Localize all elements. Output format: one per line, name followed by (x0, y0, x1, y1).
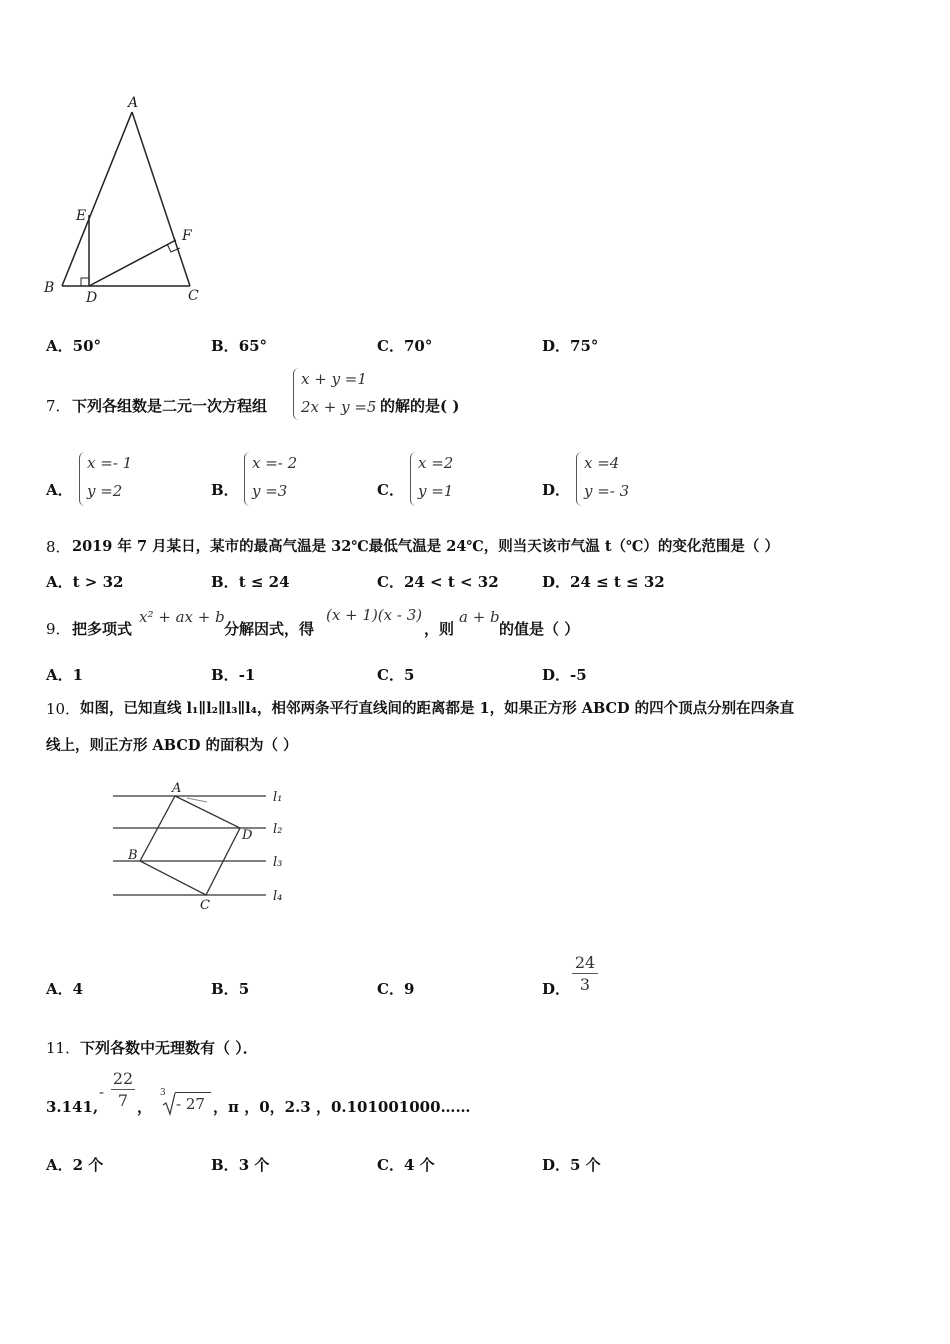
q10-option-a[interactable]: A．4 (46, 980, 84, 998)
label-f: F (182, 228, 192, 244)
q6-option-a[interactable]: A．50° (46, 337, 102, 355)
q10-stem-line1: 如图，已知直线 l₁∥l₂∥l₃∥l₄，相邻两条平行直线间的距离都是 1，如果正方形 ABCD 的四个顶点分别在四条直 (80, 700, 795, 717)
q7-option-a-letter[interactable]: A． (46, 481, 73, 499)
q11-fraction: 22 7 (112, 1069, 134, 1110)
q9-option-d[interactable]: D．-5 (542, 666, 587, 684)
q10-option-c[interactable]: C．9 (377, 980, 415, 998)
q8-option-c[interactable]: C．24 < t < 32 (377, 573, 499, 591)
label-d: D (86, 290, 98, 306)
q11-comma: ， (137, 1098, 153, 1116)
q9-stem-4: 的值是（ ） (499, 620, 580, 638)
q9-sum: a + b (459, 608, 500, 626)
q11-rest: ，π ，0，2.3 ，0.101001000…… (213, 1098, 471, 1116)
q10-stem-line2: 线上，则正方形 ABCD 的面积为（ ） (46, 737, 298, 754)
label-b: B (128, 848, 138, 863)
right-angle-mark-d (81, 278, 89, 286)
q10-option-d-letter[interactable]: D． (542, 980, 571, 998)
q7-number: 7． (46, 397, 71, 415)
q7-option-c-letter[interactable]: C． (377, 481, 404, 499)
q7-option-b-system[interactable]: x =- 2 y =3 (244, 452, 324, 506)
q7-equation-system: x + y =1 2x + y =5 (293, 368, 383, 420)
label-c: C (188, 288, 199, 304)
q7-option-d-system[interactable]: x =4 y =- 3 (576, 452, 656, 506)
q7-stem: 下列各组数是二元一次方程组 (72, 397, 268, 415)
radical-sign-icon (162, 1092, 176, 1116)
q9-option-a[interactable]: A．1 (46, 666, 84, 684)
label-a: A (172, 781, 182, 796)
label-a: A (128, 95, 139, 111)
q7-option-c-system[interactable]: x =2 y =1 (410, 452, 490, 506)
q11-option-b[interactable]: B．3 个 (211, 1156, 270, 1174)
q9-option-b[interactable]: B．-1 (211, 666, 256, 684)
label-b: B (44, 280, 55, 296)
q8-number: 8． (46, 538, 71, 556)
q9-stem-2: 分解因式，得 (224, 620, 315, 638)
parallel-lines-square-figure (108, 778, 298, 913)
segment-df (89, 240, 176, 286)
label-l1: l₁ (273, 790, 283, 805)
q11-option-a[interactable]: A．2 个 (46, 1156, 104, 1174)
q11-option-d[interactable]: D．5 个 (542, 1156, 601, 1174)
label-e: E (76, 208, 87, 224)
q7-stem-end: 的解的是( ) (380, 397, 460, 415)
q11-stem: 下列各数中无理数有（ ）． (80, 1039, 258, 1057)
q9-polynomial: x² + ax + b (139, 608, 225, 626)
q11-number-3141: 3.141, (46, 1098, 99, 1116)
q6-option-c[interactable]: C．70° (377, 337, 433, 355)
q7-option-d-letter[interactable]: D． (542, 481, 571, 499)
q6-option-d[interactable]: D．75° (542, 337, 599, 355)
label-l3: l₃ (273, 855, 283, 870)
side-ac (132, 112, 190, 286)
q11-number: 11． (46, 1039, 81, 1057)
q9-number: 9． (46, 620, 71, 638)
square-abcd (140, 796, 240, 895)
q9-factored: (x + 1)(x - 3) (326, 606, 423, 624)
q8-option-b[interactable]: B．t ≤ 24 (211, 573, 290, 591)
q8-option-d[interactable]: D．24 ≤ t ≤ 32 (542, 573, 665, 591)
q8-stem: 2019 年 7 月某日，某市的最高气温是 32℃最低气温是 24℃，则当天该市气温 t（℃）的变化范围是（ ） (72, 538, 779, 555)
triangle-figure (40, 92, 210, 307)
label-l2: l₂ (273, 822, 283, 837)
q11-frac-sign: - (99, 1083, 105, 1101)
cube-root-radicand: - 27 (176, 1095, 205, 1113)
q9-stem-3: ，则 (424, 620, 455, 638)
q11-option-c[interactable]: C．4 个 (377, 1156, 435, 1174)
tick-mark (187, 798, 207, 802)
q8-option-a[interactable]: A．t > 32 (46, 573, 124, 591)
q10-option-b[interactable]: B．5 (211, 980, 250, 998)
label-d: D (242, 828, 253, 843)
q11-cube-root (160, 1088, 212, 1116)
label-l4: l₄ (273, 889, 283, 904)
q9-option-c[interactable]: C．5 (377, 666, 415, 684)
label-c: C (200, 898, 210, 913)
q6-option-b[interactable]: B．65° (211, 337, 268, 355)
cube-root-index: 3 (160, 1088, 166, 1098)
side-ab (62, 112, 132, 286)
q10-option-d-fraction[interactable]: 24 3 (572, 953, 598, 994)
q9-stem-1: 把多项式 (72, 620, 133, 638)
q7-option-a-system[interactable]: x =- 1 y =2 (79, 452, 159, 506)
q7-option-b-letter[interactable]: B． (211, 481, 239, 499)
q10-number: 10． (46, 700, 81, 718)
